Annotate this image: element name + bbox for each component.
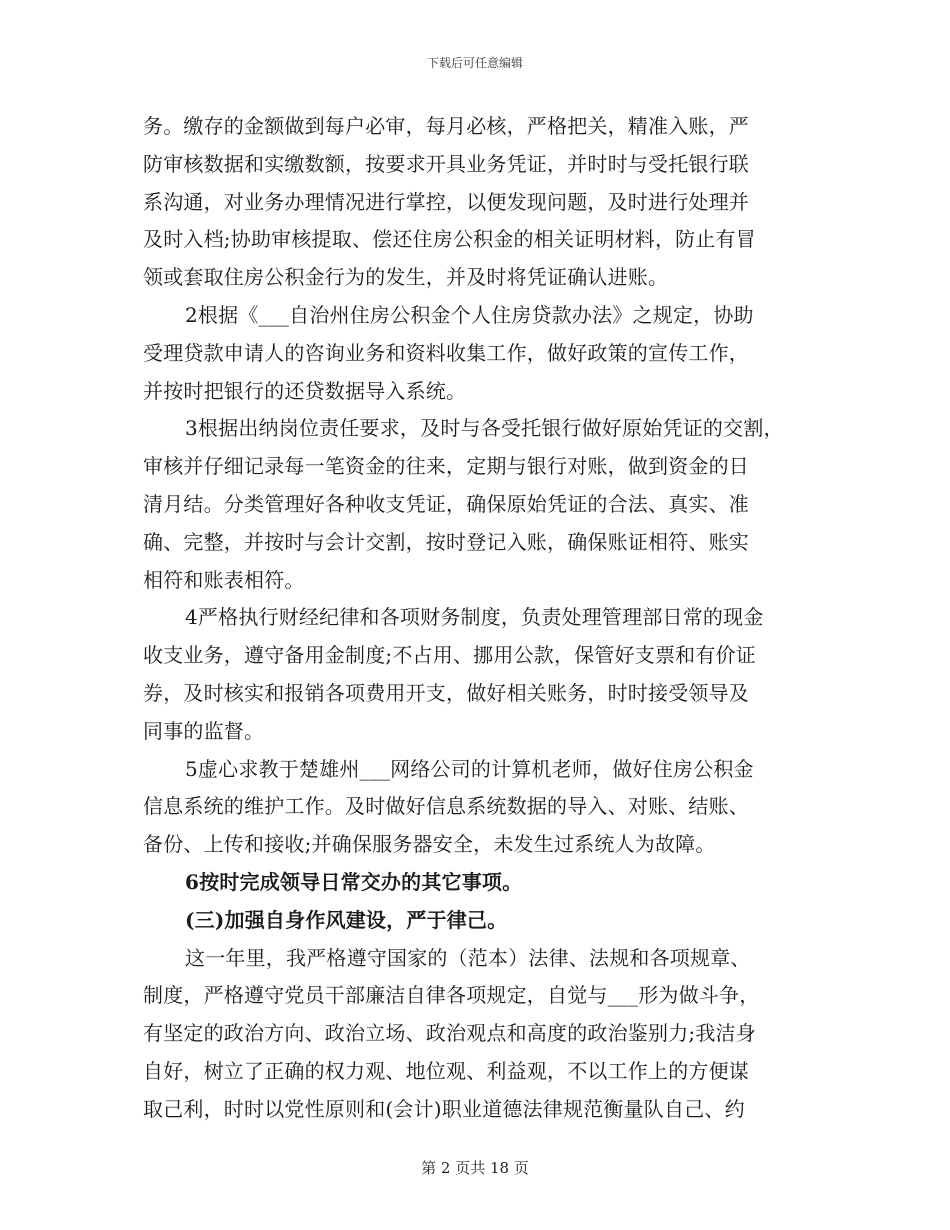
text-line: 清月结。分类管理好各种收支凭证，确保原始凭证的合法、真实、准 <box>143 491 749 516</box>
text-line: 2根据《___自治州住房公积金个人住房贷款办法》之规定，协助 <box>185 302 754 327</box>
text-line: 6按时完成领导日常交办的其它事项。 <box>185 869 523 894</box>
text-line: 备份、上传和接收;并确保服务器安全，未发生过系统人为故障。 <box>143 832 716 857</box>
text-line: 领或套取住房公积金行为的发生，并及时将凭证确认进账。 <box>143 265 669 290</box>
text-line: 有坚定的政治方向、政治立场、政治观点和高度的政治鉴别力;我洁身 <box>143 1021 756 1046</box>
paragraph-5 <box>143 751 828 864</box>
paragraph-4 <box>143 599 828 750</box>
paragraph-2 <box>143 297 828 410</box>
text-line: 5虚心求教于楚雄州___网络公司的计算机老师，做好住房公积金 <box>185 756 754 781</box>
text-line: (三)加强自身作风建设，严于律己。 <box>185 907 508 932</box>
text-line: 取己利，时时以党性原则和(会计)职业道德法律规范衡量队自己、约 <box>143 1096 745 1121</box>
paragraph-7 <box>143 940 828 1129</box>
text-line: 券，及时核实和报销各项费用开支，做好相关账务，时时接受领导及 <box>143 680 749 705</box>
page-header: 下载后可任意编辑 <box>426 56 523 70</box>
text-line: 收支业务，遵守备用金制度;不占用、挪用公款，保管好支票和有价证 <box>143 643 756 668</box>
text-line: 自好，树立了正确的权力观、地位观、利益观，不以工作上的方便谋 <box>143 1058 749 1083</box>
paragraph-1 <box>143 108 828 297</box>
text-line: 受理贷款申请人的咨询业务和资料收集工作，做好政策的宣传工作， <box>143 340 749 365</box>
text-line: 同事的监督。 <box>143 718 265 743</box>
text-line: 3根据出纳岗位责任要求，及时与各受托银行做好原始凭证的交割， <box>185 416 784 441</box>
page-footer: 第 2 页共 18 页 <box>421 1159 529 1177</box>
text-line: 系沟通，对业务办理情况进行掌控，以便发现问题，及时进行处理并 <box>143 189 749 214</box>
text-line: 4严格执行财经纪律和各项财务制度，负责处理管理部日常的现金 <box>185 605 764 630</box>
text-line: 相符和账表相符。 <box>143 567 305 592</box>
text-line: 并按时把银行的还贷数据导入系统。 <box>143 378 467 403</box>
text-line: 制度，严格遵守党员干部廉洁自律各项规定，自觉与___形为做斗争， <box>143 983 760 1008</box>
text-line: 确、完整，并按时与会计交割，按时登记入账，确保账证相符、账实 <box>143 529 749 554</box>
text-line: 及时入档;协助审核提取、偿还住房公积金的相关证明材料，防止有冒 <box>143 227 756 252</box>
paragraph-6-heading <box>143 864 828 902</box>
text-line: 务。缴存的金额做到每户必审，每月必核，严格把关，精准入账，严 <box>143 114 749 138</box>
text-line: 防审核数据和实缴数额，按要求开具业务凭证，并时时与受托银行联 <box>143 151 749 176</box>
text-line: 信息系统的维护工作。及时做好信息系统数据的导入、对账、结账、 <box>143 794 749 819</box>
text-line: 审核并仔细记录每一笔资金的往来，定期与银行对账，做到资金的日 <box>143 454 749 479</box>
text-line: 这一年里，我严格遵守国家的（范本）法律、法规和各项规章、 <box>185 945 751 970</box>
section-heading <box>143 902 828 940</box>
paragraph-3 <box>143 410 828 599</box>
document-body <box>143 108 828 1129</box>
